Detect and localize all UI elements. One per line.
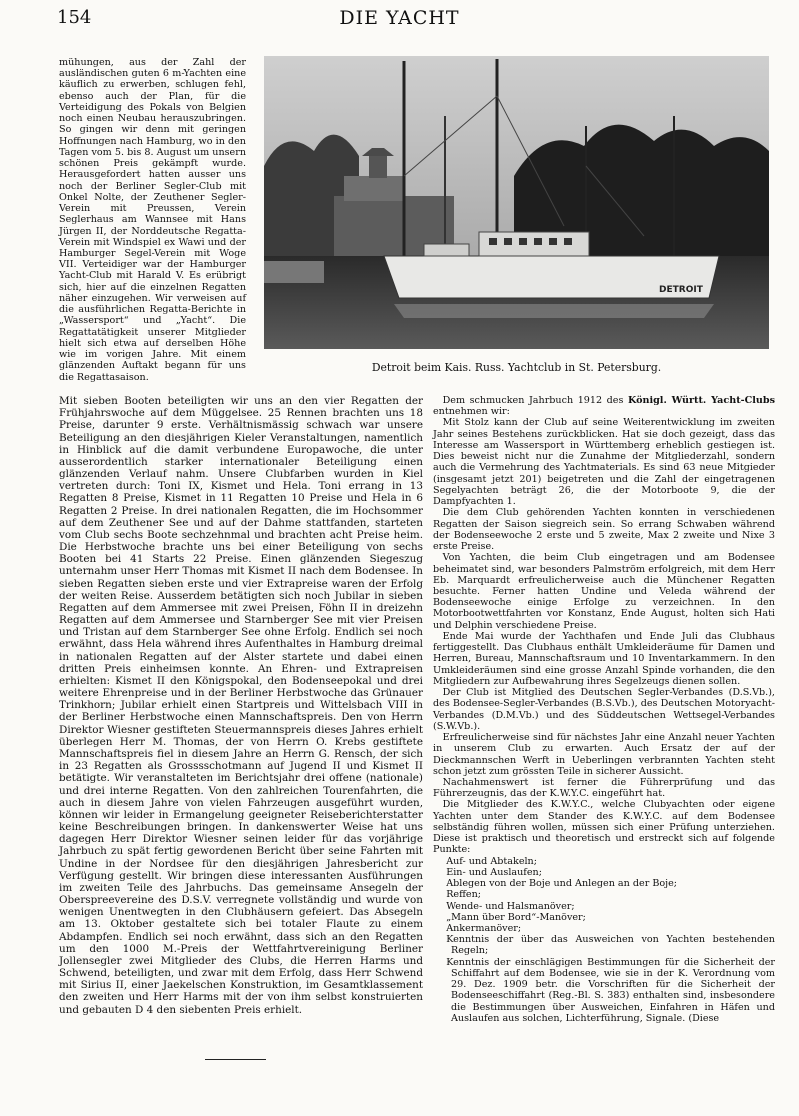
list-item: Ein- und Auslaufen;: [446, 866, 542, 878]
paragraph: Mit Stolz kann der Club auf seine Weiterentwicklung im zweiten Jahr seines Bestehens zurückblicken. Hat sie doch gezeigt, dass das Interesse am Wassersport in Württemberg erheblich gestiegen ist. Dies beweist nicht nur die Zunahme der Mitgliederzahl, sondern auch die Vermehrung des Yachtmaterials. Es sind 63 neue Mitgieder (insgesamt jetzt 201) beigetreten und die Zahl der eingetragenen Segelyachten beträgt 26, die der Motorboote 9, die der Dampfyachten 1.: [433, 417, 775, 508]
list-item: Kenntnis der über das Ausweichen von Yachten bestehenden Regeln;: [446, 934, 775, 957]
paragraph: Die Mitglieder des K.W.Y.C., welche Clubyachten oder eigene Yachten unter dem Stander des K.W.Y.C. auf dem Bodensee selbständig führen wollen, müssen sich einer Prüfung unterziehen. Diese ist praktisch und theoretisch und erstreckt sich auf folgende Punkte:: [433, 799, 775, 856]
club-name: Königl. Württ. Yacht-Clubs: [627, 395, 775, 406]
list-item: „Mann über Bord“-Manöver;: [446, 911, 586, 923]
section-divider: [205, 1059, 266, 1060]
paragraph: Die dem Club gehörenden Yachten konnten in verschiedenen Regatten der Saison siegreich sein. So errang Schwaben während der Bodenseewoche 2 erste und 5 zweite, Max 2 zweite und Nixe 3 erste Preise.: [433, 507, 775, 553]
list-item: Kenntnis der einschlägigen Bestimmungen für die Sicherheit der Schiffahrt auf dem Bodensee, wie sie in der K. Verordnung vom 29. Dez. 1909 betr. die Vorschriften für die Sicherheit der Bodenseeschiffahrt (Reg.-Bl. S. 383) enthalten sind, insbesondere die Bestimmungen über Ausweichen, Einfahren in Häfen und Auslaufen aus solchen, Lichterführung, Signale. (Diese: [446, 956, 775, 1024]
paragraph: Mit sieben Booten beteiligten wir uns an den vier Regatten der Frühjahrswoche auf dem Müggelsee. 25 Rennen brachten uns 18 Preise, darunter 9 erste. Verhältnismässig schwach war unsere Beteiligung an den diesjährigen Kieler Veranstaltungen, namentlich in Hinblick auf die damit verbundene Europawoche, die unter ausserordentlich starker internationaler Beteiligung einen glänzenden Verlauf nahm. Unsere Clubfarben wurden in Kiel vertreten durch: Toni IX, Kismet und Hela. Toni errang in 13 Regatten 8 Preise, Kismet in 11 Regatten 10 Preise und Hela in 6 Regatten 2 Preise. In drei nationalen Regatten, die im Hochsommer auf dem Zeuthener See und auf der Dahme stattfanden, starteten vom Club sechs Boote sechzehnmal und brachten acht Preise heim. Die Herbstwoche brachte uns bei einer Beteiligung von sechs Booten bei 41 Starts 22 Preise. Einen glänzenden Siegeszug unternahm unser Herr Thomas mit Kismet II nach dem Bodensee. In sieben Regatten sieben erste und vier Extrapreise waren der Erfolg der weiten Reise. Ausserdem betätigten sich noch Jubilar in sieben Regatten auf dem Ammersee mit zwei Preisen, Föhn II in dreizehn Regatten auf dem Ammersee und Starnberger See mit vier Preisen und Tristan auf dem Starnberger See ohne Erfolg. Endlich sei noch erwähnt, dass Hela während ihres Aufenthaltes in Hamburg dreimal in nationalen Regatten auf der Alster startete und dabei einen dritten Preis einheimsen konnte. An Ehren- und Extrapreisen erhielten: Kismet II den Königspokal, den Bodenseepokal und drei weitere Ehrenpreise und in der Berliner Herbstwoche das Grünauer Trinkhorn; Jubilar erhielt einen Startpreis und Wittelsbach VIII in der Berliner Herbstwoche einen Mannschaftspreis. Den von Herrn Direktor Wiesner gestifteten Steuermannspreis dieses Jahres erhielt überlegen Herr M. Thomas, der von Herrn O. Krebs gestiftete Mannschaftspreis fiel in diesem Jahre an Herrn G. Rensch, der sich in 23 Regatten als Grosssschotmann auf Jugend II und Kismet II betätigte. Wir veranstalteten im Berichtsjahr drei offene (nationale) und drei interne Regatten. Von den zahlreichen Tourenfahrten, die auch in diesem Jahre von vielen Fahrzeugen ausgeführt wurden, können wir leider in Ermangelung geeigneter Reiseberichterstatter keine Beschreibungen bringen. In dankenswerter Weise hat uns dagegen Herr Direktor Wiesner seinen leider für das vorjährige Jahrbuch zu spät fertig gewordenen Bericht über seine Fahrten mit Undine in der Nordsee für den diesjährigen Jahresbericht zur Verfügung gestellt. Wir bringen diese interessanten Ausführungen im zweiten Teile des Jahrbuchs. Das gemeinsame Ansegeln der Oberspreevereine des D.S.V. verregnete vollständig und wurde von wenigen Unentwegten in den Clubhäusern gefeiert. Das Absegeln am 13. Oktober gestaltete sich bei totaler Flaute zu einem Abdampfen. Endlich sei noch erwähnt, dass sich an den Regatten um den 1000 M.-Preis der Wettfahrtvereinigung Berliner Jollensegler zwei Mitglieder des Clubs, die Herren Harms und Schwend, beteiligten, und zwar mit dem Erfolg, dass Herr Schwend mit Sirius II, einer Jaekelschen Konstruktion, im Gesamtklassement den zweiten und Herr Harms mit der von ihm selbst konstruierten und gebauten D 4 den siebenten Preis erhielt.: [59, 395, 423, 1016]
exam-topics-list: [433, 856, 775, 1025]
paragraph: mühungen, aus der Zahl der ausländischen guten 6 m-Yachten eine käuflich zu erwerben, schlugen fehl, ebenso auch der Plan, für die Verteidigung des Pokals von Belgien noch einen Neubau herauszubringen. So gingen wir denn mit geringen Hoffnungen nach Hamburg, wo in den Tagen vom 5. bis 8. August um unsern schönen Preis gekämpft wurde. Herausgefordert hatten ausser uns noch der Berliner Segler-Club mit Onkel Nolte, der Zeuthener Segler-Verein mit Preussen, Verein Seglerhaus am Wannsee mit Hans Jürgen II, der Norddeutsche Regatta-Verein mit Windspiel ex Wawi und der Hamburger Segel-Verein mit Woge VII. Verteidiger war der Hamburger Yacht-Club mit Harald V. Es erübrigt sich, hier auf die einzelnen Regatten näher einzugehen. Wir verweisen auf die ausführlichen Regatta-Berichte in „Wassersport“ und „Yacht“. Die Regattatätigkeit unserer Mitglieder hielt sich etwa auf derselben Höhe wie im vorigen Jahre. Mit einem glänzenden Auftakt begann für uns die Regattasaison.: [59, 57, 246, 383]
photo-detroit-yacht: [264, 56, 769, 349]
list-item: Auf- und Abtakeln;: [446, 855, 537, 867]
list-item: Ankermanöver;: [446, 923, 522, 935]
intro-paragraph: [433, 395, 775, 417]
list-item: Ablegen von der Boje und Anlegen an der Boje;: [446, 878, 678, 890]
left-column-bottom: [59, 395, 423, 1016]
list-item: Wende- und Halsmanöver;: [446, 900, 575, 912]
intro-before: Dem schmucken Jahrbuch 1912 des: [442, 395, 628, 406]
page-number: 154: [57, 7, 92, 28]
paragraph: Von Yachten, die beim Club eingetragen und am Bodensee beheimatet sind, war besonders Palmström erfolgreich, mit dem Herr Eb. Marquardt erfreulicherweise auch die Münchener Regatten besuchte. Ferner hatten Undine und Veleda während der Bodenseewoche einige Erfolge zu verzeichnen. In den Motorbootwettfahrten vor Konstanz, Ende August, holten sich Hati und Delphin verschiedene Preise.: [433, 552, 775, 631]
left-column-top: [59, 57, 246, 383]
paragraph: Ende Mai wurde der Yachthafen und Ende Juli das Clubhaus fertiggestellt. Das Clubhaus enthält Umkleideräume für Damen und Herren, Bureau, Mannschaftsraum und 10 Inventarkammern. In den Umkleideräumen sind eine grosse Anzahl Spinde vorhanden, die den Mitgliedern zur Aufbewahrung ihres Segelzeugs dienen sollen.: [433, 630, 775, 687]
photo-caption: Detroit beim Kais. Russ. Yachtclub in St. Petersburg.: [371, 361, 662, 374]
right-column: [433, 395, 775, 1024]
paragraph: Erfreulicherweise sind für nächstes Jahr eine Anzahl neuer Yachten in unserem Club zu erwarten. Auch Ersatz der auf der Dieckmannschen Werft in Ueberlingen verbrannten Yachten steht schon jetzt zum grössten Teile in sicherer Aussicht.: [433, 732, 775, 777]
intro-after: entnehmen wir:: [433, 406, 510, 418]
boat-name-text: DETROIT: [659, 285, 703, 295]
list-item: Reffen;: [446, 889, 482, 901]
running-title: DIE YACHT: [339, 7, 460, 29]
paragraph: Nachahmenswert ist ferner die Führerprüfung und das Führerzeugnis, das der K.W.Y.C. eingeführt hat.: [433, 776, 775, 800]
paragraph: Der Club ist Mitglied des Deutschen Segler-Verbandes (D.S.Vb.), des Bodensee-Segler-Verbandes (B.S.Vb.), des Deutschen Motoryacht-Verbandes (D.M.Vb.) und des Süddeutschen Wettsegel-Verbandes (S.W.Vb.).: [433, 687, 775, 732]
